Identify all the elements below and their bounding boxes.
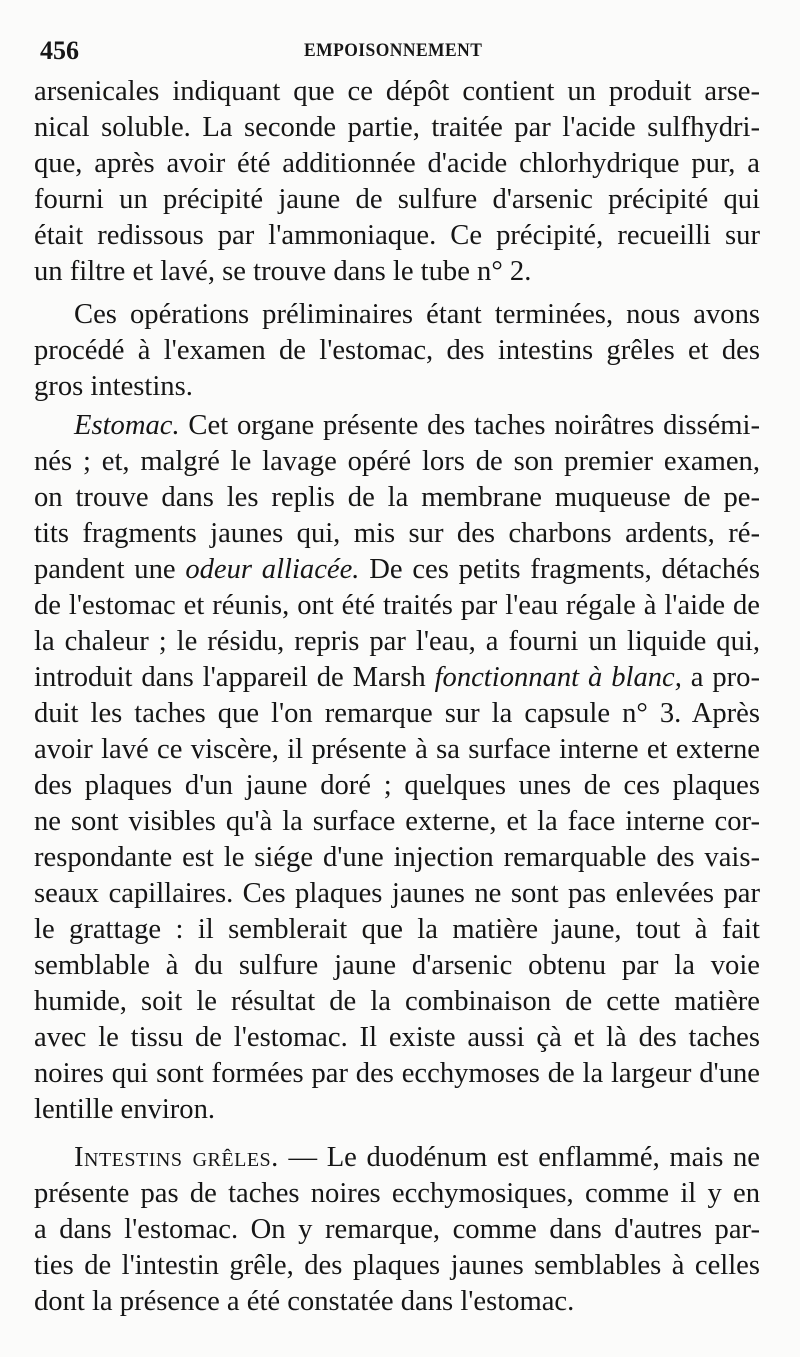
text-line: dont la présence a été constatée dans l'estomac. [34, 1286, 575, 1317]
text-line: présente pas de taches noires ecchymosiques, comme il y en [34, 1178, 760, 1209]
text-line: a dans l'estomac. On y remarque, comme dans d'autres par- [34, 1214, 760, 1245]
text-run: pandent une [34, 554, 186, 585]
text-line: des plaques d'un jaune doré ; quelques unes de ces plaques [34, 770, 760, 801]
text-line: de l'estomac et réunis, ont été traités par l'eau régale à l'aide de [34, 590, 760, 621]
running-title: EMPOISONNEMENT [304, 40, 483, 61]
text-line: la chaleur ; le résidu, repris par l'eau, a fourni un liquide qui, [34, 626, 760, 657]
text-line: semblable à du sulfure jaune d'arsenic obtenu par la voie [34, 950, 760, 981]
section-heading-estomac: Estomac. [74, 410, 180, 441]
text-line: arsenicales indiquant que ce dépôt contient un produit arse- [34, 76, 760, 107]
text-line: lentille environ. [34, 1094, 216, 1125]
text-line: nés ; et, malgré le lavage opéré lors de son premier examen, [34, 446, 760, 477]
text-line [34, 660, 760, 696]
text-line: respondante est le siége d'une injection remarquable des vais- [34, 842, 760, 873]
text-run: De ces petits fragments, détachés [359, 554, 760, 585]
text-line: fourni un précipité jaune de sulfure d'arsenic précipité qui [34, 184, 760, 215]
italic-phrase: fonctionnant à blanc, [434, 662, 682, 693]
text-line: nical soluble. La seconde partie, traitée par l'acide sulfhydri- [34, 112, 760, 143]
text-line: avoir lavé ce viscère, il présente à sa surface interne et externe [34, 734, 760, 765]
text-line: tits fragments jaunes qui, mis sur des charbons ardents, ré- [34, 518, 760, 549]
text-run: introduit dans l'appareil de Marsh [34, 662, 435, 693]
section-start-intestins [74, 1140, 760, 1176]
paragraph-start-line: Ces opérations préliminaires étant terminées, nous avons [74, 299, 760, 330]
text-line: gros intestins. [34, 371, 193, 402]
text-line: duit les taches que l'on remarque sur la capsule n° 3. Après [34, 698, 760, 729]
text-line: noires qui sont formées par des ecchymoses de la largeur d'une [34, 1058, 760, 1089]
text-run: a pro- [681, 662, 760, 693]
text-line: ties de l'intestin grêle, des plaques jaunes semblables à celles [34, 1250, 760, 1281]
text-line: ne sont visibles qu'à la surface externe, et la face interne cor- [34, 806, 760, 837]
text-line: était redissous par l'ammoniaque. Ce précipité, recueilli sur [34, 220, 760, 251]
text-line: on trouve dans les replis de la membrane muqueuse de pe- [34, 482, 760, 513]
section-start-estomac [74, 408, 760, 444]
section-text: Cet organe présente des taches noirâtres dissémi- [179, 410, 760, 441]
text-line: un filtre et lavé, se trouve dans le tube n° 2. [34, 256, 532, 287]
section-text: — Le duodénum est enflammé, mais ne [278, 1142, 760, 1173]
italic-phrase: odeur alliacée. [185, 554, 360, 585]
page-number: 456 [40, 36, 79, 65]
text-line: que, après avoir été additionnée d'acide chlorhydrique pur, a [34, 148, 760, 179]
text-line: procédé à l'examen de l'estomac, des intestins grêles et des [34, 335, 760, 366]
text-line: seaux capillaires. Ces plaques jaunes ne sont pas enlevées par [34, 878, 760, 909]
text-line: humide, soit le résultat de la combinaison de cette matière [34, 986, 760, 1017]
section-heading-intestins-greles: Intestins grêles. [74, 1142, 279, 1173]
text-line [34, 552, 760, 588]
text-line: le grattage : il semblerait que la matière jaune, tout à fait [34, 914, 760, 945]
text-line: avec le tissu de l'estomac. Il existe aussi çà et là des taches [34, 1022, 760, 1053]
